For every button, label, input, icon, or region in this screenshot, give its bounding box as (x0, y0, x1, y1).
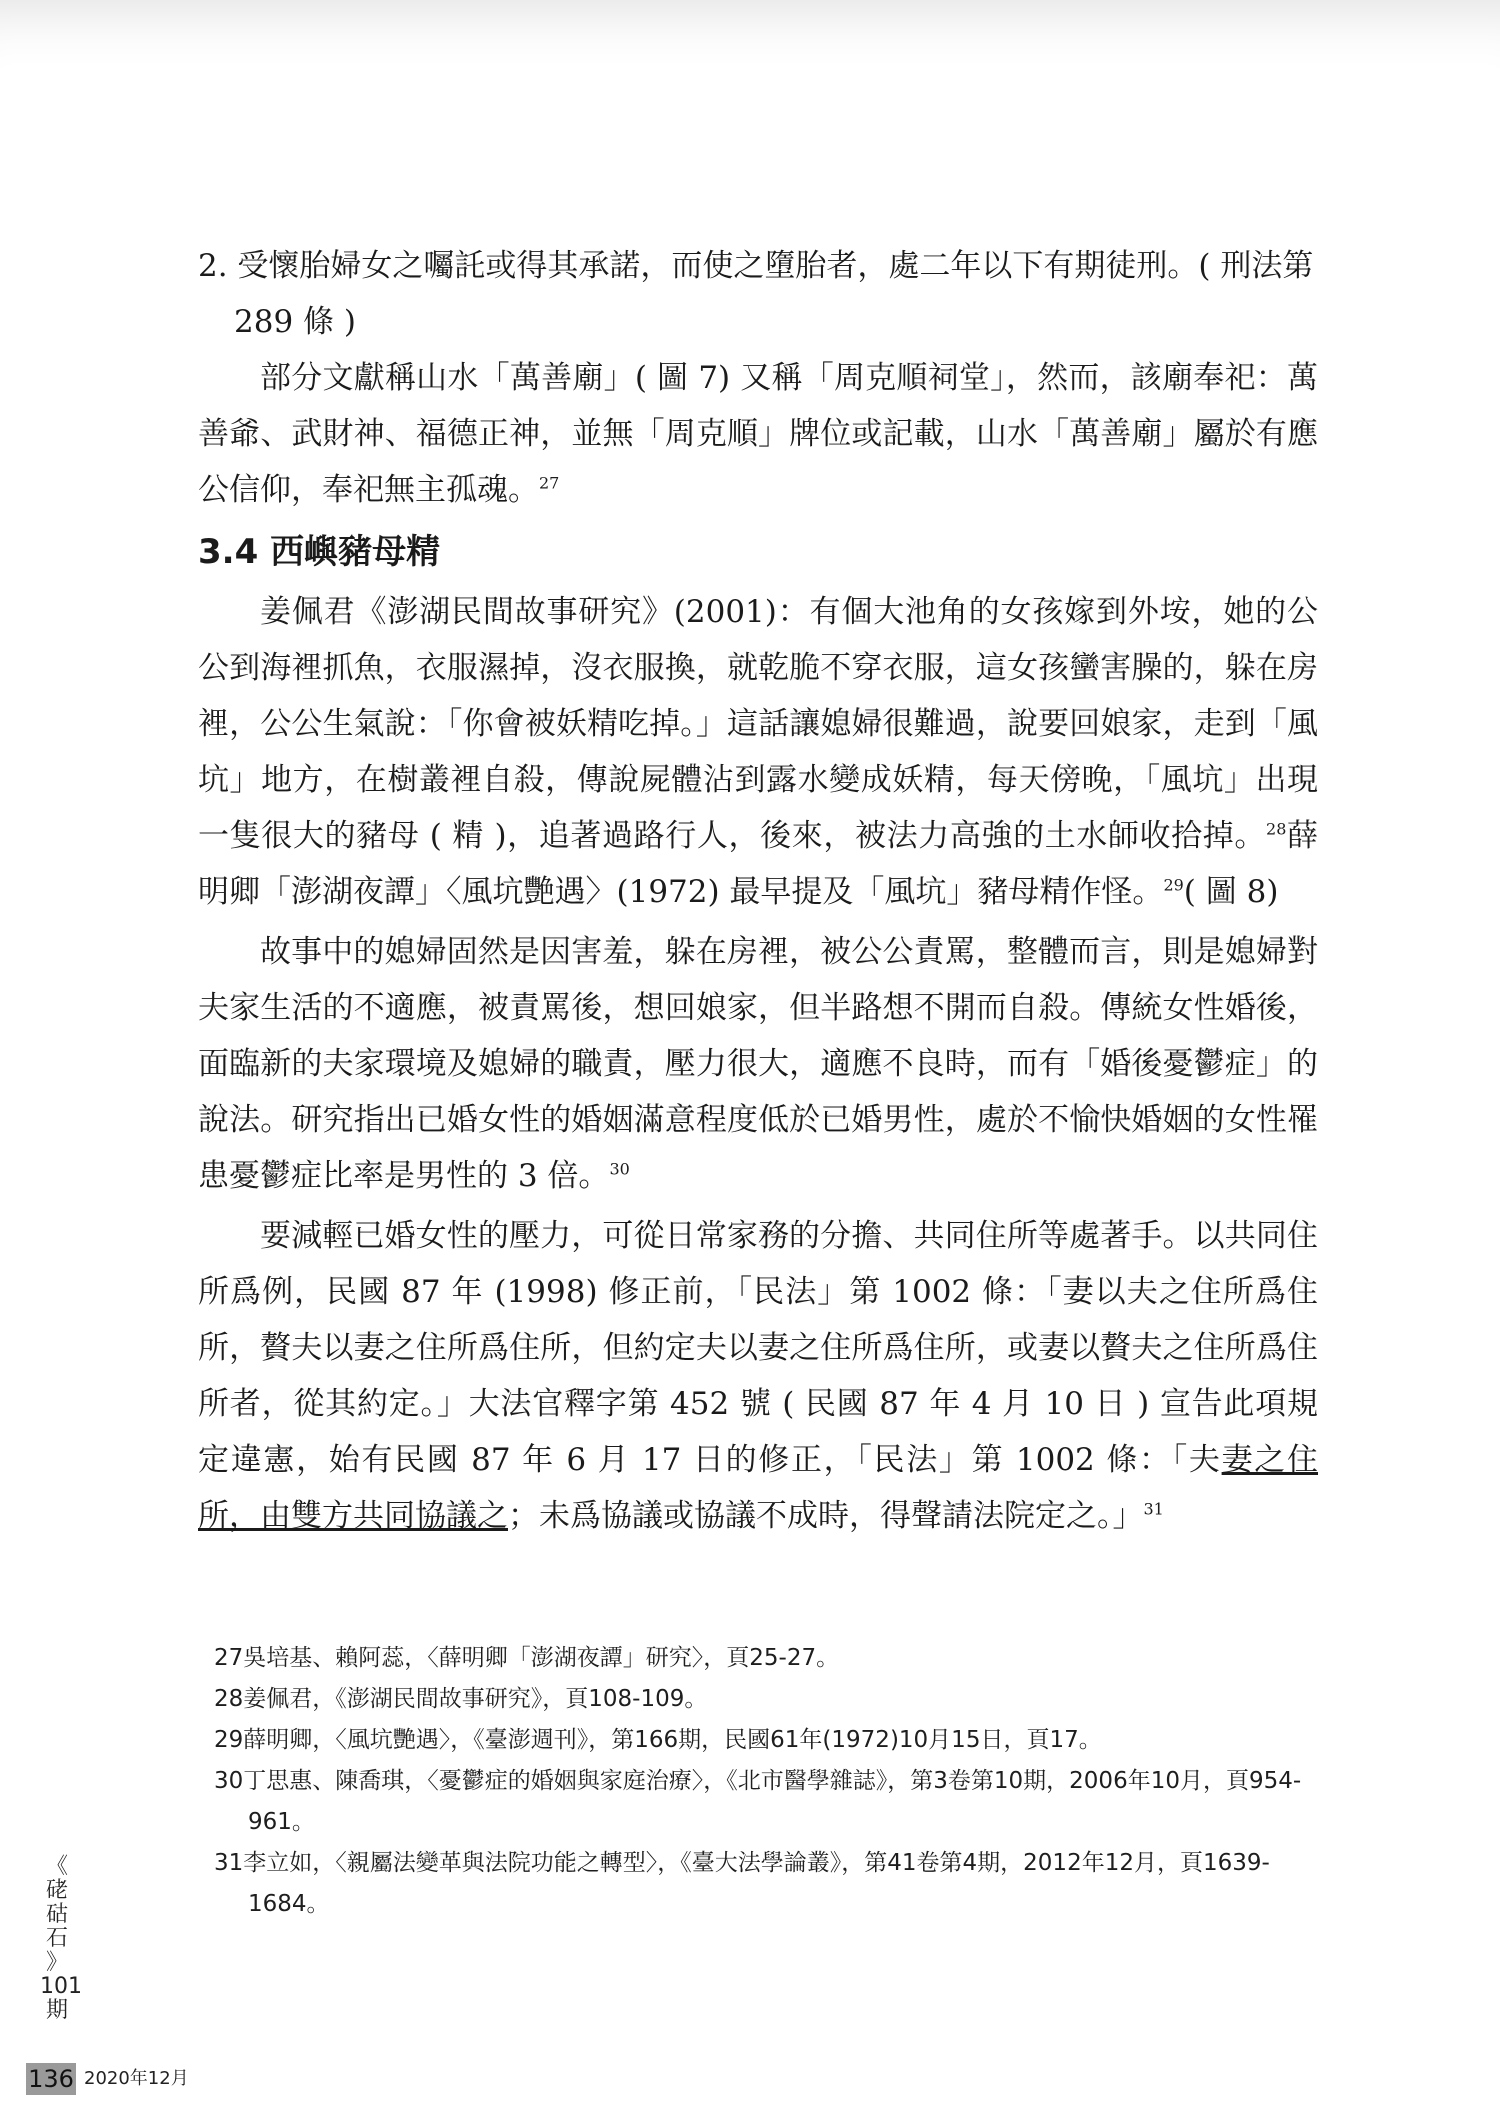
footnote-ref-29: 29 (1163, 875, 1184, 895)
paragraph-civil-code (198, 1208, 1318, 1544)
paragraph-sow-spirit-story (198, 584, 1318, 920)
paragraph-text: 故事中的媳婦固然是因害羞，躲在房裡，被公公責罵，整體而言，則是媳婦對夫家生活的不適應，被責罵後，想回娘家，但半路想不開而自殺。傳統女性婚後，面臨新的夫家環境及媳婦的職責，壓力很大，適應不良時，而有「婚後憂鬱症」的說法。研究指出已婚女性的婚姻滿意程度低於已婚男性，處於不愉快婚姻的女性罹患憂鬱症比率是男性的 3 倍。 (198, 934, 1318, 1194)
issue-date: 2020年12月 (84, 2068, 189, 2089)
footnote-28: 28姜佩君，《澎湖民間故事研究》，頁108-109。 (214, 1686, 708, 1712)
law-item-2: 2. 受懷胎婦女之囑託或得其承諾，而使之墮胎者，處二年以下有期徒刑。( 刑法第 289 條 ) (198, 248, 1314, 340)
underlined-text: 妻之住所，由雙方共同協議之 (198, 1442, 1319, 1534)
journal-char: 《 (45, 1854, 68, 1879)
footnote-27: 27吳培基、賴阿蕊，〈薛明卿「澎湖夜譚」研究〉，頁25-27。 (214, 1645, 840, 1671)
paragraph-wanshan-temple (198, 350, 1318, 518)
paragraph-text: 姜佩君《澎湖民間故事研究》(2001)：有個大池角的女孩嫁到外垵，她的公公到海裡抓魚，衣服濕掉，沒衣服換，就乾脆不穿衣服，這女孩蠻害臊的，躲在房裡，公公生氣說：「你會被妖精吃掉。」這話讓媳婦很難過，說要回娘家，走到「風坑」地方，在樹叢裡自殺，傳說屍體沾到露水變成妖精，每天傍晚，「風坑」出現一隻很大的豬母 ( 精 )，追著過路行人，後來，被法力高強的土水師收拾掉。 (198, 594, 1318, 854)
footnote-ref-30: 30 (609, 1159, 630, 1179)
journal-char: 》 (45, 1950, 68, 1975)
footnote-31: 31李立如，〈親屬法變革與法院功能之轉型〉，《臺大法學論叢》，第41卷第4期，2012年12月，頁1639-1684。 (214, 1850, 1270, 1917)
paragraph-text: 薛明卿「澎湖夜譚」〈風坑艷遇〉(1972) 最早提及「風坑」豬母精作怪。 (198, 818, 1319, 910)
footnote-ref-31: 31 (1143, 1499, 1164, 1519)
paragraph-depression (198, 924, 1318, 1204)
journal-char: 𥑮 (45, 1902, 68, 1927)
figure-ref: ( 圖 8) (1183, 874, 1279, 910)
footnote-30: 30丁思惠、陳喬琪，〈憂鬱症的婚姻與家庭治療〉，《北市醫學雜誌》，第3卷第10期，2006年10月，頁954-961。 (214, 1768, 1302, 1835)
footnote-29: 29薛明卿，〈風坑艷遇〉，《臺澎週刊》，第166期，民國61年(1972)10月15日，頁17。 (214, 1727, 1102, 1753)
footnote-ref-27: 27 (539, 473, 560, 493)
page-number: 136 (28, 2065, 74, 2093)
journal-char: 石 (45, 1926, 68, 1951)
section-heading: 3.4 西嶼豬母精 (198, 532, 441, 572)
footnotes (214, 1638, 1324, 1925)
footnote-ref-28: 28 (1266, 819, 1287, 839)
paragraph-text: ；未爲協議或協議不成時，得聲請法院定之。」 (508, 1498, 1144, 1534)
issue-char: 期 (45, 1998, 68, 2023)
paragraph-text: 部分文獻稱山水「萬善廟」( 圖 7) 又稱「周克順祠堂」，然而，該廟奉祀：萬善爺、武財神、福德正神，並無「周克順」牌位或記載，山水「萬善廟」屬於有應公信仰，奉祀無主孤魂。 (198, 360, 1318, 508)
paragraph-text: 要減輕已婚女性的壓力，可從日常家務的分擔、共同住所等處著手。以共同住所爲例，民國 87 年 (1998) 修正前，「民法」第 1002 條：「妻以夫之住所爲住所，贅夫以妻之住所爲住所，但約定夫以妻之住所爲住所，或妻以贅夫之住所爲住所者，從其約定。」大法官釋字第 452 號 ( 民國 87 年 4 月 10 日 ) 宣告此項規定違憲，始有民國 87 年 6 月 17 日的修正，「民法」第 1002 條：「夫 (198, 1218, 1318, 1478)
article-body (198, 238, 1318, 1548)
issue-number: 101 (40, 1974, 82, 1999)
journal-side-title (40, 1854, 82, 2023)
journal-char: 硓 (45, 1878, 68, 1903)
